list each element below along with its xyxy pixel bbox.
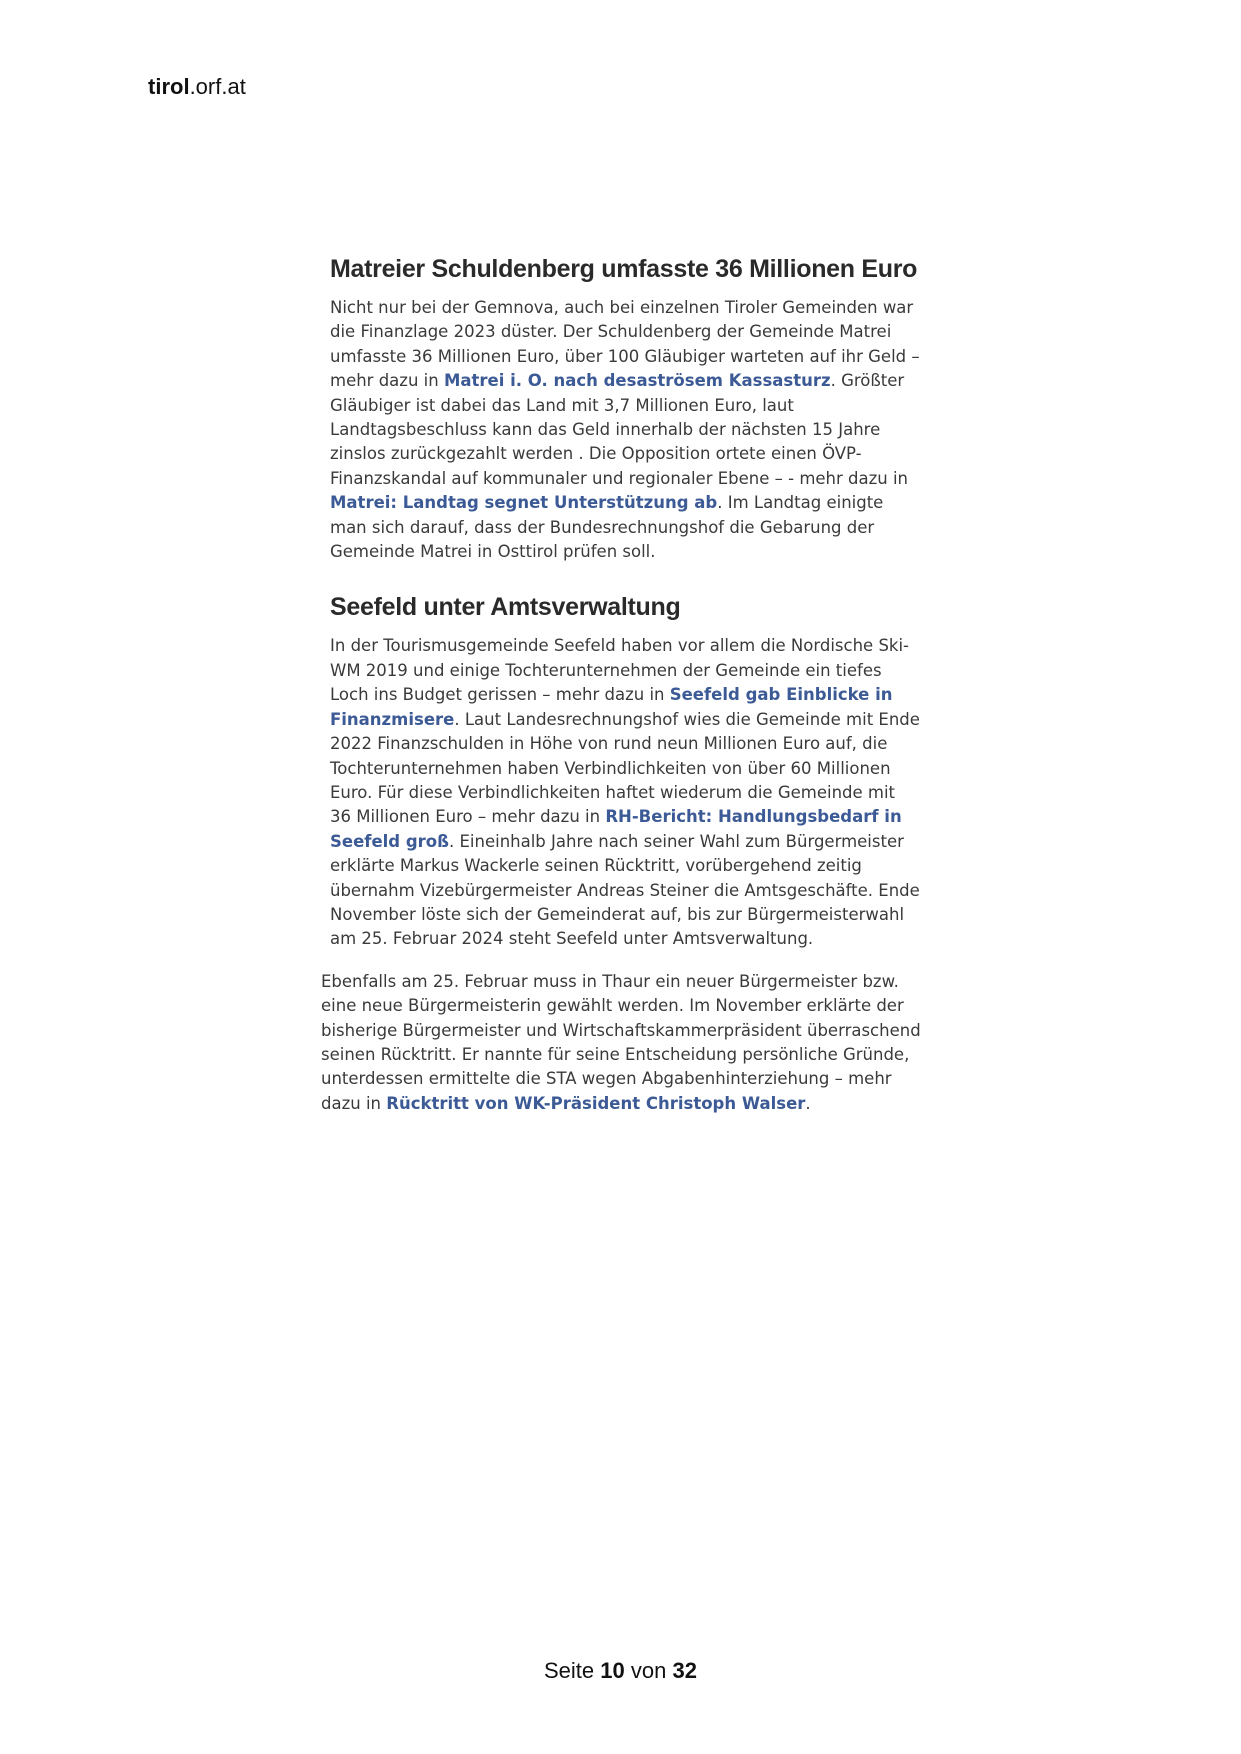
- page-footer: [0, 1656, 1241, 1686]
- trailing-paragraph-block: [321, 970, 921, 1116]
- link-matrei-kassasturz[interactable]: Matrei i. O. nach desaströsem Kassasturz: [443, 371, 831, 391]
- section-paragraph: [330, 296, 921, 564]
- article-body: [321, 252, 921, 1116]
- link-ruecktritt-walser[interactable]: Rücktritt von WK-Präsident Christoph Walser: [386, 1093, 806, 1113]
- section-matrei: [330, 252, 921, 564]
- footer-von: von: [630, 1658, 667, 1683]
- section-seefeld: [330, 590, 921, 951]
- link-seefeld-finanzmisere[interactable]: Seefeld gab Einblicke in Finanzmisere: [330, 685, 893, 729]
- page-number: 10: [600, 1658, 625, 1683]
- section-title: Matreier Schuldenberg umfasste 36 Millionen Euro: [330, 255, 918, 283]
- text-run: . Größter Gläubiger ist dabei das Land mit 3,7 Millionen Euro, laut Landtagsbeschluss kann das Geld innerhalb der nächsten 15 Jahre zinslos zurückgezahlt werden . Die Opposition ortete einen ÖVP-Finanzskandal auf kommunaler und regionaler Ebene – - mehr dazu in: [330, 371, 909, 488]
- text-run: . Im Landtag einigte man sich darauf, dass der Bundesrechnungshof die Gebarung der Gemeinde Matrei in Osttirol prüfen soll.: [330, 493, 884, 562]
- text-run: Nicht nur bei der Gemnova, auch bei einzelnen Tiroler Gemeinden war die Finanzlage 2023 düster. Der Schuldenberg der Gemeinde Matrei umfasste 36 Millionen Euro, über 100 Gläubiger warteten auf ihr Geld – mehr dazu in: [330, 298, 920, 391]
- link-matrei-landtag[interactable]: Matrei: Landtag segnet Unterstützung ab: [330, 493, 718, 513]
- text-run: Ebenfalls am 25. Februar muss in Thaur ein neuer Bürgermeister bzw. eine neue Bürgermeisterin gewählt werden. Im November erklärte der bisherige Bürgermeister und Wirtschaftskammerpräsident überraschend seinen Rücktritt. Er nannte für seine Entscheidung persönliche Gründe, unterdessen ermittelte die STA wegen Abgabenhinterziehung – mehr dazu in: [321, 971, 921, 1113]
- trailing-paragraph: [321, 970, 921, 1116]
- section-title: Seefeld unter Amtsverwaltung: [330, 593, 681, 622]
- brand-rest: .orf.at: [189, 74, 246, 99]
- brand-bold: tirol: [148, 74, 190, 99]
- footer-seite: Seite: [544, 1658, 595, 1683]
- section-paragraph: [330, 634, 921, 951]
- page-total: 32: [672, 1658, 697, 1683]
- text-run: . Eineinhalb Jahre nach seiner Wahl zum Bürgermeister erklärte Markus Wackerle seinen Rücktritt, vorübergehend zeitig übernahm Vizebürgermeister Andreas Steiner die Amtsgeschäfte. Ende November löste sich der Gemeinderat auf, bis zur Bürgermeisterwahl am 25. Februar 2024 steht Seefeld unter Amtsverwaltung.: [330, 831, 920, 949]
- text-run: .: [805, 1093, 811, 1113]
- site-brand: [148, 72, 246, 102]
- text-run: . Laut Landesrechnungshof wies die Gemeinde mit Ende 2022 Finanzschulden in Höhe von rund neun Millionen Euro auf, die Tochterunternehmen haben Verbindlichkeiten von über 60 Millionen Euro. Für diese Verbindlichkeiten haftet wiederum die Gemeinde mit 36 Millionen Euro – mehr dazu in: [330, 709, 920, 827]
- text-run: In der Tourismusgemeinde Seefeld haben vor allem die Nordische Ski-WM 2019 und einige Tochterunternehmen der Gemeinde ein tiefes Loch ins Budget gerissen – mehr dazu in: [330, 636, 910, 705]
- link-rh-bericht-seefeld[interactable]: RH-Bericht: Handlungsbedarf in Seefeld groß: [330, 807, 902, 851]
